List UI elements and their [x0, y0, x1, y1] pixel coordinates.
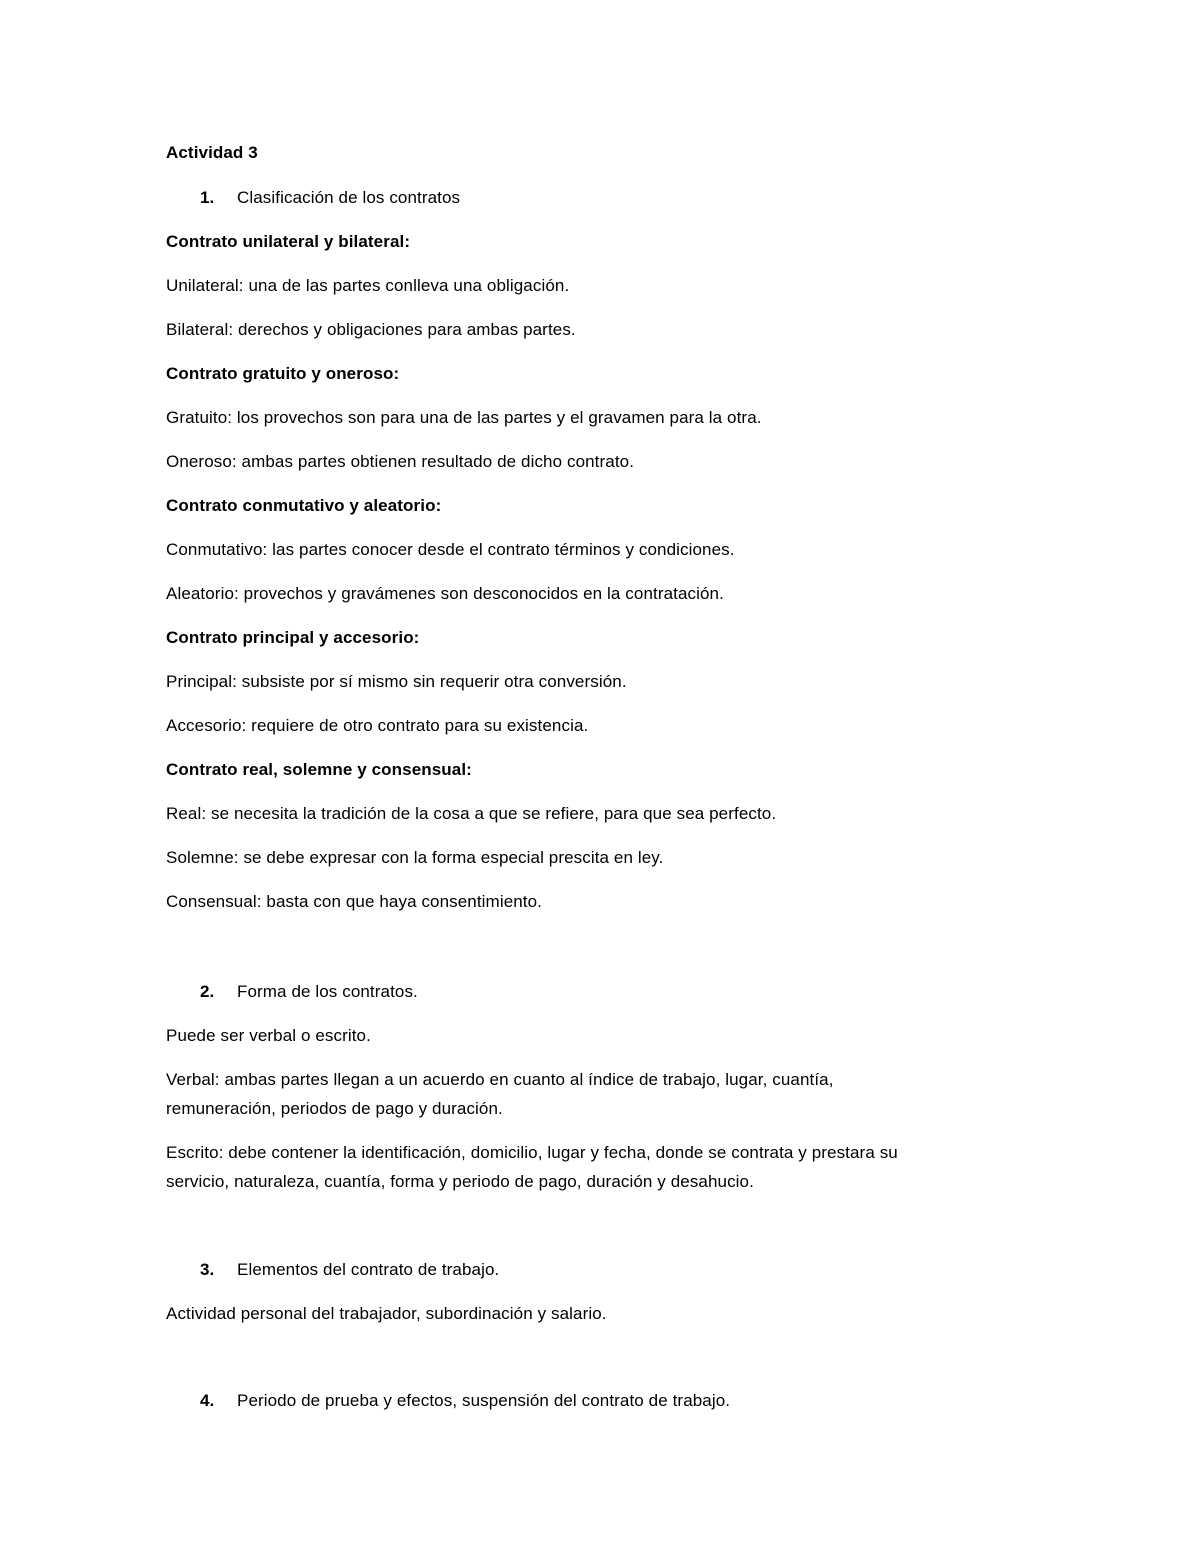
section-2-intro: Puede ser verbal o escrito. [166, 1026, 371, 1045]
group-2-item-2: Oneroso: ambas partes obtienen resultado de dicho contrato. [166, 452, 635, 471]
section-2-heading: Forma de los contratos. [237, 982, 418, 1001]
group-4-item-1: Principal: subsiste por sí mismo sin requerir otra conversión. [166, 672, 627, 691]
group-5-item-1: Real: se necesita la tradición de la cosa a que se refiere, para que sea perfecto. [166, 804, 777, 823]
section-2-number: 2. [200, 982, 215, 1001]
group-5-item-2: Solemne: se debe expresar con la forma especial prescita en ley. [166, 848, 664, 867]
group-3-item-2: Aleatorio: provechos y gravámenes son desconocidos en la contratación. [166, 584, 724, 603]
group-1-item-2: Bilateral: derechos y obligaciones para ambas partes. [166, 320, 576, 339]
group-1-heading: Contrato unilateral y bilateral: [166, 232, 411, 251]
group-2-heading: Contrato gratuito y oneroso: [166, 364, 400, 383]
group-3-heading: Contrato conmutativo y aleatorio: [166, 496, 442, 515]
section-2-escrito-line-1: Escrito: debe contener la identificación, domicilio, lugar y fecha, donde se contrata y prestara su [166, 1143, 898, 1162]
section-2-escrito-line-2: servicio, naturaleza, cuantía, forma y periodo de pago, duración y desahucio. [166, 1172, 754, 1191]
section-2-verbal-line-1: Verbal: ambas partes llegan a un acuerdo en cuanto al índice de trabajo, lugar, cuantía, [166, 1070, 834, 1089]
group-1-item-1: Unilateral: una de las partes conlleva una obligación. [166, 276, 570, 295]
section-3-heading: Elementos del contrato de trabajo. [237, 1260, 500, 1279]
group-5-item-3: Consensual: basta con que haya consentimiento. [166, 892, 543, 911]
group-2-item-1: Gratuito: los provechos son para una de las partes y el gravamen para la otra. [166, 408, 762, 427]
document-title: Actividad 3 [166, 143, 258, 162]
group-4-item-2: Accesorio: requiere de otro contrato para su existencia. [166, 716, 589, 735]
section-1-heading: Clasificación de los contratos [237, 188, 461, 207]
section-4-number: 4. [200, 1391, 215, 1410]
section-3-number: 3. [200, 1260, 215, 1279]
group-5-heading: Contrato real, solemne y consensual: [166, 760, 472, 779]
group-3-item-1: Conmutativo: las partes conocer desde el contrato términos y condiciones. [166, 540, 735, 559]
section-1-number: 1. [200, 188, 215, 207]
group-4-heading: Contrato principal y accesorio: [166, 628, 420, 647]
section-4-heading: Periodo de prueba y efectos, suspensión del contrato de trabajo. [237, 1391, 731, 1410]
section-3-body: Actividad personal del trabajador, subordinación y salario. [166, 1304, 607, 1323]
section-2-verbal-line-2: remuneración, periodos de pago y duración. [166, 1099, 503, 1118]
